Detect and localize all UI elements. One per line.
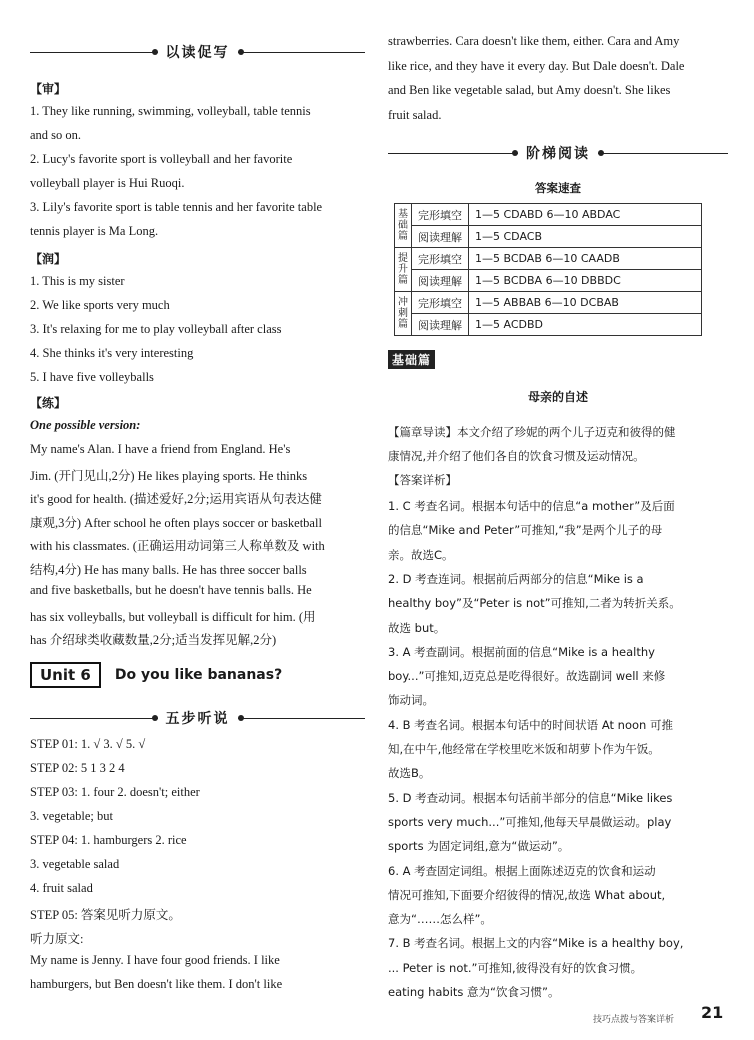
text-line: has six volleyballs, but volleyball is difficult for him. (用 [30,609,316,624]
answer-cell: 1—5 BCDAB 6—10 CAADB [469,248,702,270]
group-cell: 基 础 篇 [395,204,412,248]
text-line: 1. This is my sister [30,274,125,288]
header-rule-right [598,153,728,154]
text-line: STEP 04: 1. hamburgers 2. rice [30,833,187,847]
text-line: 亲。故选C。 [388,547,454,562]
header-rule-right [238,718,366,719]
text-line: 【答案详析】 [388,473,457,487]
section-title: 阶梯阅读 [526,146,590,162]
text-line: My name's Alan. I have a friend from England. He's [30,442,291,456]
text-line: 4. She thinks it's very interesting [30,346,194,360]
text-line: 意为“……怎么样”。 [388,912,492,927]
text-line: 康观,3分) After school he often plays soccer or basketball [30,515,322,530]
text-line: and Ben like vegetable salad, but Amy doesn't. She likes [388,83,671,97]
table-title: 答案速查 [535,181,581,195]
text-line: 3. A 考查副词。根据前面的信息“Mike is a healthy [388,644,655,659]
type-cell: 阅读理解 [412,270,469,292]
text-line: it's good for health. (描述爱好,2分;运用宾语从句表达健 [30,492,322,506]
section-header-listening [30,708,365,728]
text-line: 5. D 考查动词。根据本句话前半部分的信息“Mike likes [388,790,673,805]
answer-cell: 1—5 CDACB [469,226,702,248]
text-line: 4. B 考查名词。根据本句话中的时间状语 At noon 可推 [388,717,673,732]
table-row [395,204,702,226]
text-line: sports 为固定词组,意为“做运动”。 [388,839,570,854]
text-line: 【篇章导读】本文介绍了珍妮的两个儿子迈克和彼得的健 [388,425,676,439]
text-line: and so on. [30,128,82,142]
type-cell: 阅读理解 [412,314,469,336]
lian-tag: 【练】 [30,396,67,410]
answer-cell: 1—5 ACDBD [469,314,702,336]
text-line: tennis player is Ma Long. [30,224,159,238]
answer-cell: 1—5 CDABD 6—10 ABDAC [469,204,702,226]
run-tag: 【润】 [30,252,67,266]
text-line: fruit salad. [388,107,442,122]
text-line: My name is Jenny. I have four good friends. I like [30,953,280,967]
text-line: 3. vegetable; but [30,809,113,823]
page-number: 21 [701,1003,724,1022]
text-line: 7. B 考查名词。根据上文的内容“Mike is a healthy boy, [388,936,684,951]
type-cell: 阅读理解 [412,226,469,248]
text-line: boy...”可推知,迈克总是吃得很好。故选副词 well 来修 [388,669,666,684]
text-line: 2. D 考查连词。根据前后两部分的信息“Mike is a [388,571,644,586]
text-line: volleyball player is Hui Ruoqi. [30,176,185,190]
text-line: 情况可推知,下面要介绍彼得的情况,故选 What about, [388,887,666,902]
version-label: One possible version: [30,418,141,432]
group-cell: 提 升 篇 [395,248,412,292]
unit-title: Do you like bananas? [114,667,283,683]
unit-heading [30,662,282,688]
section-title: 五步听说 [165,711,230,727]
table-row [395,226,702,248]
header-rule-left [388,153,518,154]
article-title: 母亲的自述 [527,390,588,404]
text-line: 故选 but。 [388,620,446,635]
text-line: STEP 03: 1. four 2. doesn't; either [30,785,200,799]
text-line: hamburgers, but Ben doesn't like them. I don't like [30,977,283,991]
text-line: 结构,4分) He has many balls. He has three soccer balls [30,562,307,577]
jichu-heading [388,350,435,369]
text-line: 5. I have five volleyballs [30,370,154,384]
text-line: STEP 02: 5 1 3 2 4 [30,761,125,775]
text-line: 3. It's relaxing for me to play volleyball after class [30,322,282,336]
section-header-reading [388,143,728,163]
text-line: 知,在中午,他经常在学校里吃米饭和胡萝卜作为午饭。 [388,742,660,756]
header-rule-right [238,52,366,53]
text-line: and five basketballs, but he doesn't have tennis balls. He [30,583,312,597]
text-line: 的信息“Mike and Peter”可推知,“我”是两个儿子的母 [388,523,663,538]
table-row [395,292,702,314]
text-line: 3. Lily's favorite sport is table tennis and her favorite table [30,200,323,214]
header-rule-left [30,52,158,53]
jichu-label: 基础篇 [388,350,435,369]
text-line: 3. vegetable salad [30,857,120,871]
header-rule-left [30,718,158,719]
text-line: eating habits 意为“饮食习惯”。 [388,985,560,999]
answer-cell: 1—5 ABBAB 6—10 DCBAB [469,292,702,314]
text-line: with his classmates. (正确运用动词第三人称单数及 with [30,539,325,553]
text-line: sports very much...”可推知,他每天早晨做运动。play [388,814,672,829]
table-row [395,248,702,270]
text-line: 6. A 考查固定词组。根据上面陈述迈克的饮食和运动 [388,863,656,878]
text-line: healthy boy”及“Peter is not”可推知,二者为转折关系。 [388,596,681,611]
unit-label: Unit 6 [30,662,101,688]
text-line: STEP 01: 1. √ 3. √ 5. √ [30,737,146,751]
text-line: 故选B。 [388,766,431,781]
shen-tag: 【审】 [30,82,67,96]
text-line: has 介绍球类收藏数量,2分;适当发挥见解,2分) [30,633,277,647]
text-line: 1. They like running, swimming, volleyball, table tennis [30,104,311,118]
section-header-read-write [30,42,365,62]
answer-cell: 1—5 BCDBA 6—10 DBBDC [469,270,702,292]
type-cell: 完形填空 [412,204,469,226]
answer-table [394,203,702,336]
group-cell: 冲 刺 篇 [395,292,412,336]
footer-text: 技巧点拨与答案详析 [593,1015,675,1025]
text-line: 康情况,并介绍了他们各自的饮食习惯及运动情况。 [388,449,645,463]
text-line: STEP 05: 答案见听力原文。 [30,908,181,922]
section-title: 以读促写 [165,45,230,61]
text-line: ... Peter is not.”可推知,彼得没有好的饮食习惯。 [388,960,643,975]
text-line: Jim. (开门见山,2分) He likes playing sports. He thinks [30,468,308,483]
text-line: 2. Lucy's favorite sport is volleyball and her favorite [30,152,293,166]
table-row [395,270,702,292]
type-cell: 完形填空 [412,292,469,314]
text-line: 2. We like sports very much [30,298,170,312]
text-line: like rice, and they have it every day. But Dale doesn't. Dale [388,58,685,73]
text-line: 饰动词。 [388,693,434,708]
text-line: 听力原文: [30,932,84,946]
table-row [395,314,702,336]
type-cell: 完形填空 [412,248,469,270]
text-line: 1. C 考查名词。根据本句话中的信息“a mother”及后面 [388,499,675,513]
text-line: strawberries. Cara doesn't like them, either. Cara and Amy [388,34,680,48]
text-line: 4. fruit salad [30,881,93,895]
